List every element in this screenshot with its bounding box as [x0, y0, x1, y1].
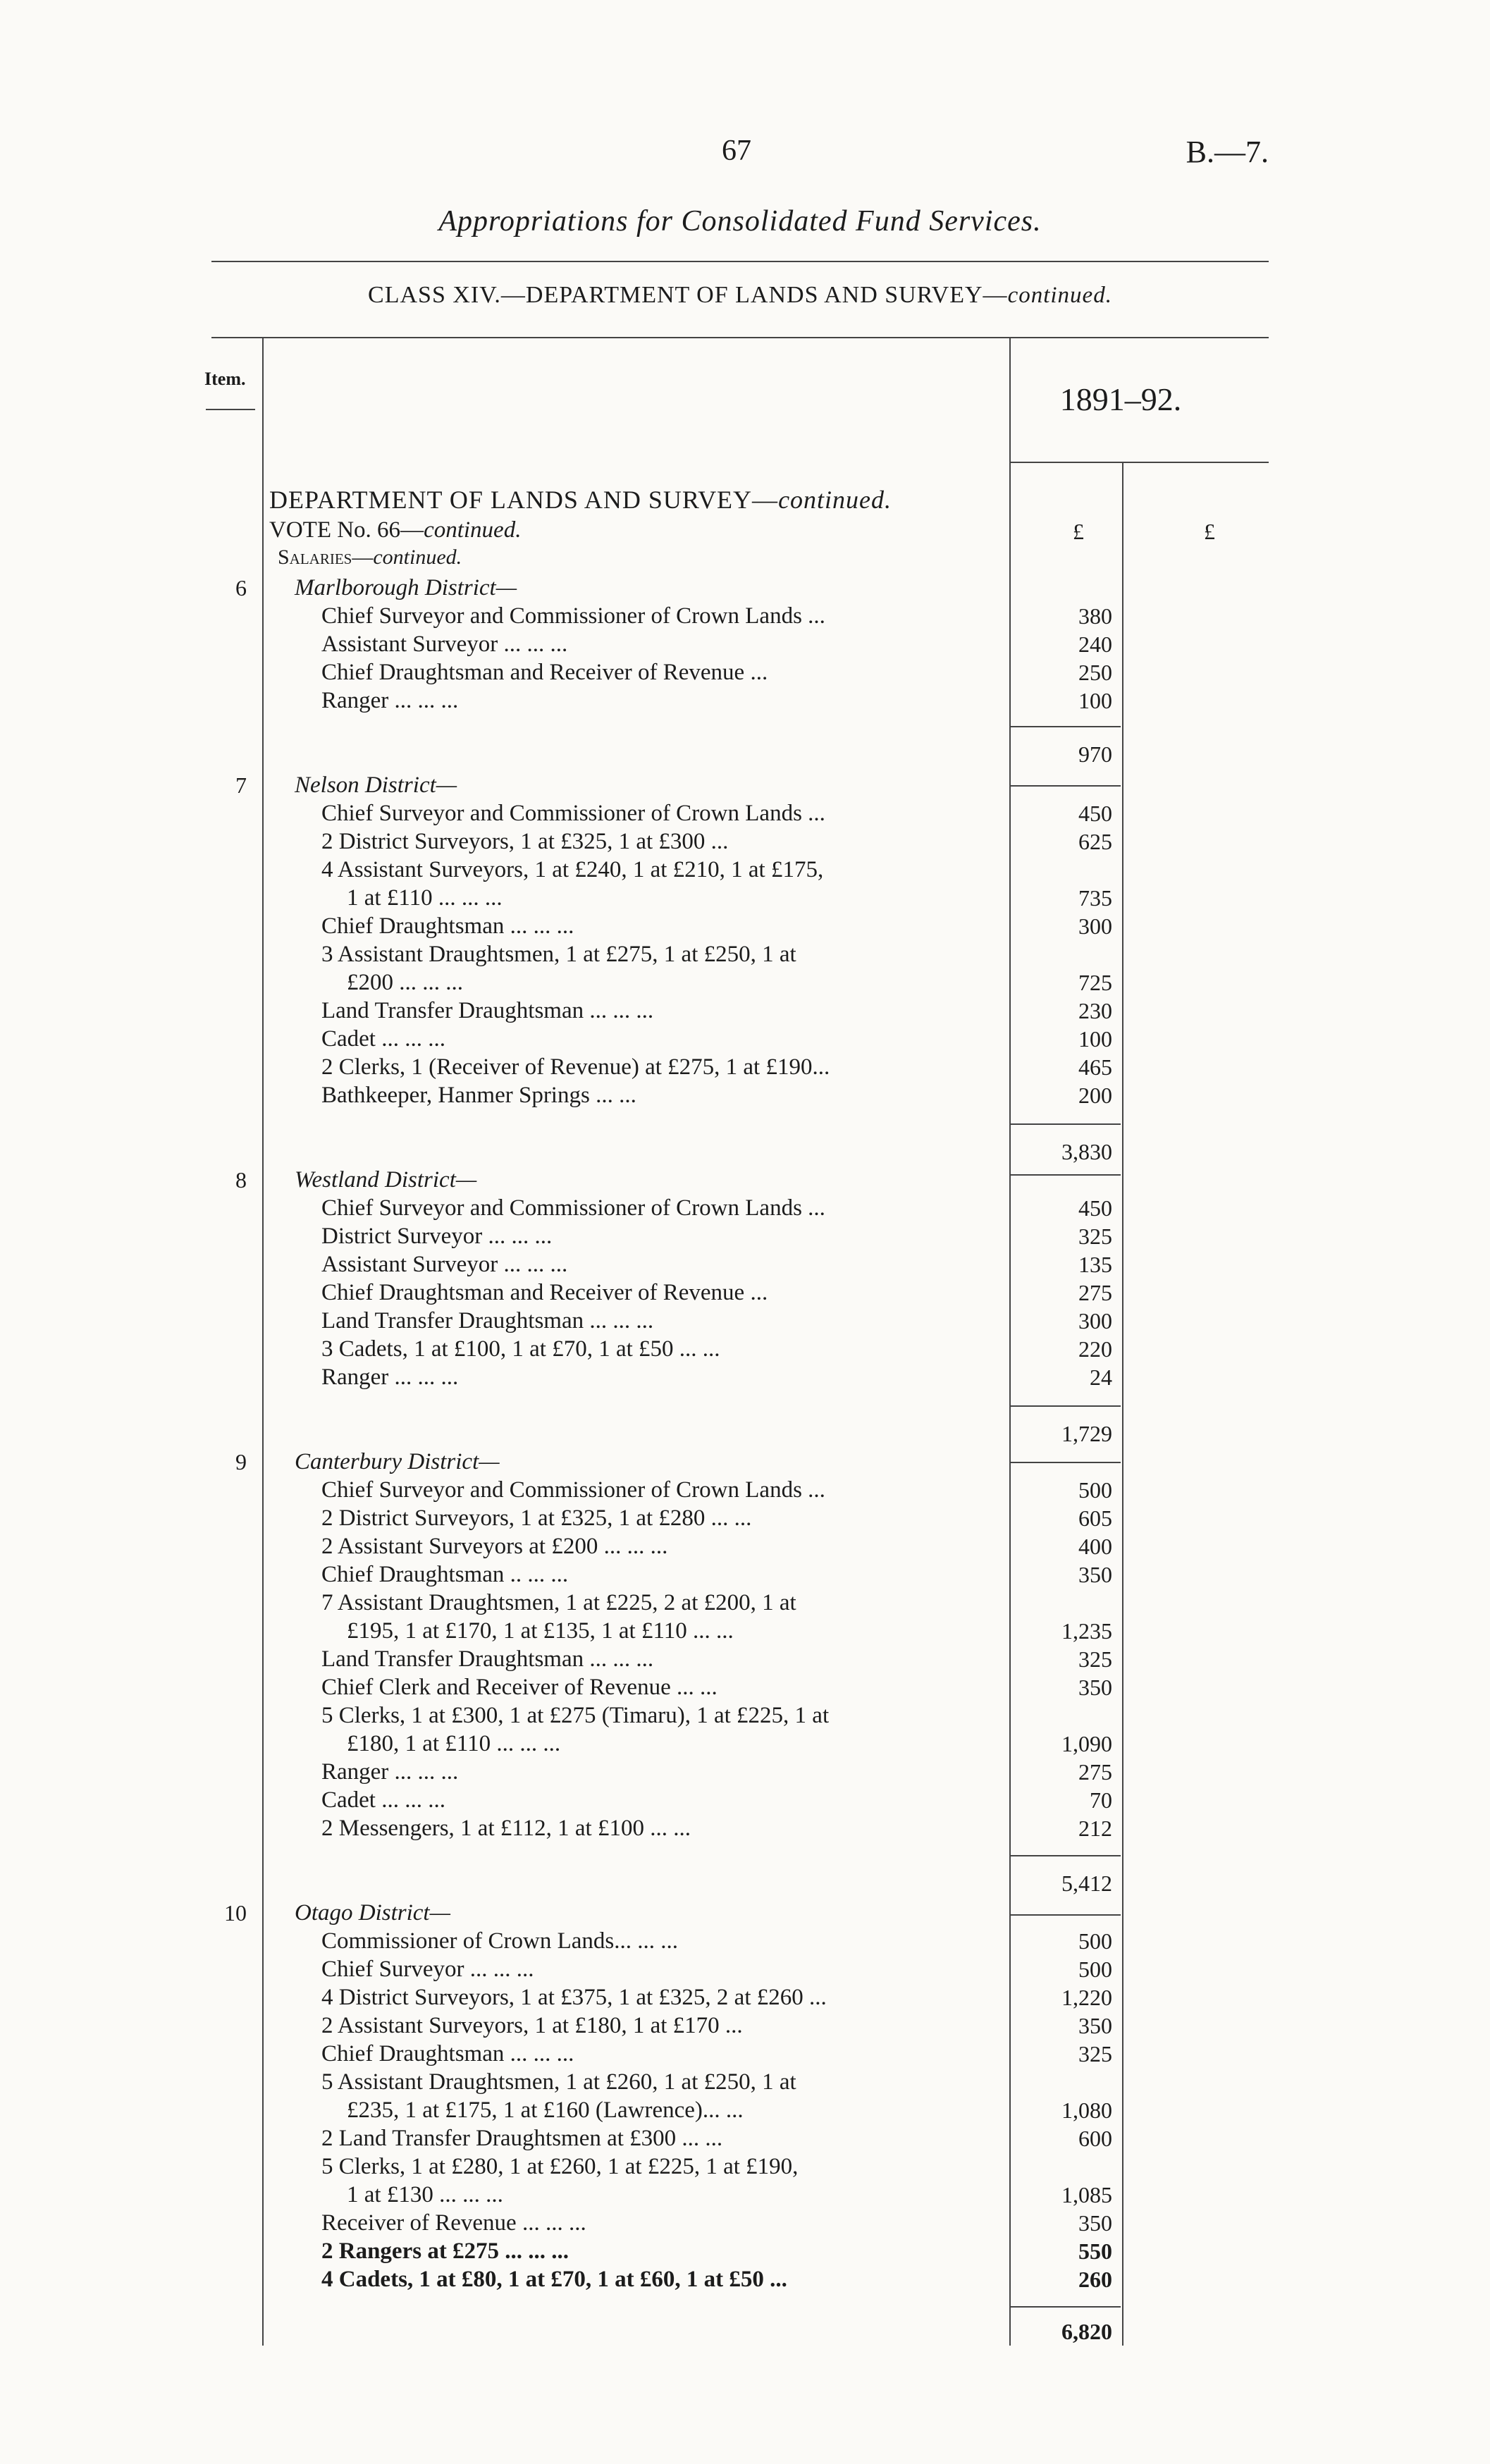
line-item-description: 3 Cadets, 1 at £100, 1 at £70, 1 at £50 ... ...	[321, 1336, 720, 1362]
item-number: 8	[235, 1167, 247, 1193]
subtotal-rule	[1011, 2306, 1121, 2308]
item-number: 9	[235, 1449, 247, 1474]
line-item-description: 7 Assistant Draughtsmen, 1 at £225, 2 at £200, 1 at	[321, 1590, 796, 1615]
line-item-amount: 100	[1078, 1026, 1112, 1052]
line-item-amount: 230	[1078, 998, 1112, 1023]
vote-text: VOTE No. 66—	[269, 517, 424, 543]
line-item-description: Chief Surveyor and Commissioner of Crown Lands ...	[321, 801, 825, 826]
line-item-description: Chief Clerk and Receiver of Revenue ... ...	[321, 1675, 718, 1700]
line-item-description: Assistant Surveyor ... ... ...	[321, 632, 568, 657]
line-item-description: Land Transfer Draughtsman ... ... ...	[321, 1646, 654, 1672]
line-item-description: District Surveyor ... ... ...	[321, 1224, 553, 1249]
line-item-description: Chief Surveyor and Commissioner of Crown Lands ...	[321, 603, 825, 629]
class-line-divider	[211, 337, 1269, 338]
line-item-description: Cadet ... ... ...	[321, 1026, 445, 1052]
line-item-amount: 24	[1090, 1365, 1112, 1390]
salaries-line	[278, 546, 462, 569]
line-item-description: 2 District Surveyors, 1 at £325, 1 at £300 ...	[321, 829, 729, 854]
line-item-description: Ranger ... ... ...	[321, 1365, 459, 1390]
line-item-amount: 260	[1078, 2267, 1112, 2292]
line-item-amount: 350	[1078, 1675, 1112, 1700]
section-total: 3,830	[1061, 1139, 1112, 1164]
line-item-description: 2 Assistant Surveyors, 1 at £180, 1 at £170 ...	[321, 2013, 743, 2038]
line-item-amount: 465	[1078, 1054, 1112, 1080]
page-heading: Appropriations for Consolidated Fund Services.	[438, 205, 1042, 238]
class-line	[211, 282, 1269, 309]
line-item-description: Commissioner of Crown Lands... ... ...	[321, 1928, 678, 1954]
line-item-description: Land Transfer Draughtsman ... ... ...	[321, 1308, 654, 1333]
line-item-continuation: 1 at £130 ... ... ...	[347, 2182, 503, 2207]
district-heading: Otago District—	[295, 1900, 450, 1926]
line-item-description: 5 Assistant Draughtsmen, 1 at £260, 1 at £250, 1 at	[321, 2069, 796, 2095]
line-item-amount: 735	[1078, 885, 1112, 911]
line-item-amount: 625	[1078, 829, 1112, 854]
department-title-text: DEPARTMENT OF LANDS AND SURVEY—	[269, 486, 779, 514]
line-item-continuation: £200 ... ... ...	[347, 970, 463, 995]
total-rule	[1011, 1174, 1121, 1176]
line-item-amount: 400	[1078, 1534, 1112, 1559]
item-number: 7	[235, 772, 247, 798]
line-item-amount: 1,220	[1061, 1985, 1112, 2010]
line-item-description: 4 Assistant Surveyors, 1 at £240, 1 at £210, 1 at £175,	[321, 857, 824, 882]
department-title-continued: continued.	[778, 486, 892, 514]
line-item-amount: 350	[1078, 1562, 1112, 1587]
section-total: 1,729	[1061, 1421, 1112, 1446]
item-number: 10	[224, 1900, 247, 1926]
line-item-description: Cadet ... ... ...	[321, 1787, 445, 1813]
district-heading: Westland District—	[295, 1167, 477, 1193]
line-item-description: Chief Draughtsman and Receiver of Revenue ...	[321, 1280, 768, 1305]
line-item-description: Ranger ... ... ...	[321, 1759, 459, 1785]
line-item-description: Chief Surveyor and Commissioner of Crown Lands ...	[321, 1477, 825, 1503]
section-total: 970	[1078, 741, 1112, 767]
total-rule	[1011, 1462, 1121, 1463]
line-item-amount: 300	[1078, 913, 1112, 939]
line-item-amount: 1,085	[1061, 2182, 1112, 2207]
line-item-description: Chief Surveyor ... ... ...	[321, 1957, 534, 1982]
line-item-amount: 1,080	[1061, 2098, 1112, 2123]
total-rule	[1011, 1914, 1121, 1916]
line-item-amount: 600	[1078, 2126, 1112, 2151]
subtotal-rule	[1011, 1123, 1121, 1125]
line-item-description: Receiver of Revenue ... ... ...	[321, 2210, 586, 2236]
line-item-description: Bathkeeper, Hanmer Springs ... ...	[321, 1083, 636, 1108]
line-item-description: 5 Clerks, 1 at £280, 1 at £260, 1 at £225, 1 at £190,	[321, 2154, 799, 2179]
line-item-amount: 325	[1078, 2041, 1112, 2066]
line-item-amount: 220	[1078, 1336, 1112, 1362]
line-item-continuation: 1 at £110 ... ... ...	[347, 885, 503, 911]
line-item-description: Chief Draughtsman and Receiver of Revenue ...	[321, 660, 768, 685]
line-item-description: Assistant Surveyor ... ... ...	[321, 1252, 568, 1277]
line-item-amount: 325	[1078, 1224, 1112, 1249]
section-total: 5,412	[1061, 1871, 1112, 1896]
line-item-amount: 550	[1078, 2238, 1112, 2264]
subtotal-rule	[1011, 1855, 1121, 1856]
line-item-amount: 605	[1078, 1505, 1112, 1531]
class-line-continued: continued.	[1007, 283, 1112, 308]
line-item-description: 4 District Surveyors, 1 at £375, 1 at £325, 2 at £260 ...	[321, 1985, 827, 2010]
line-item-continuation: £235, 1 at £175, 1 at £160 (Lawrence)... ...	[347, 2098, 744, 2123]
line-item-amount: 1,090	[1061, 1731, 1112, 1756]
line-item-amount: 380	[1078, 603, 1112, 629]
total-column-rule	[1122, 462, 1123, 2346]
line-item-amount: 450	[1078, 801, 1112, 826]
line-item-amount: 275	[1078, 1280, 1112, 1305]
salaries-text: Salaries—	[278, 546, 374, 569]
line-item-amount: 200	[1078, 1083, 1112, 1108]
line-item-amount: 1,235	[1061, 1618, 1112, 1644]
line-item-description: Land Transfer Draughtsman ... ... ...	[321, 998, 654, 1023]
line-item-description: 4 Cadets, 1 at £80, 1 at £70, 1 at £60, 1 at £50 ...	[321, 2267, 787, 2292]
page-number: 67	[722, 135, 751, 167]
line-item-amount: 350	[1078, 2013, 1112, 2038]
line-item-amount: 350	[1078, 2210, 1112, 2236]
line-item-amount: 240	[1078, 632, 1112, 657]
line-item-continuation: £180, 1 at £110 ... ... ...	[347, 1731, 561, 1756]
line-item-description: Chief Draughtsman .. ... ...	[321, 1562, 569, 1587]
line-item-amount: 500	[1078, 1957, 1112, 1982]
year-column-header: 1891–92.	[1059, 381, 1182, 417]
department-title	[269, 485, 892, 515]
line-item-description: 3 Assistant Draughtsmen, 1 at £275, 1 at £250, 1 at	[321, 942, 796, 967]
year-header-underline	[1009, 462, 1269, 463]
line-item-description: 2 District Surveyors, 1 at £325, 1 at £280 ... ...	[321, 1505, 752, 1531]
district-heading: Nelson District—	[295, 772, 457, 798]
line-item-amount: 300	[1078, 1308, 1112, 1333]
line-item-amount: 250	[1078, 660, 1112, 685]
salaries-continued: continued.	[373, 546, 462, 569]
line-item-amount: 450	[1078, 1195, 1112, 1221]
line-item-amount: 500	[1078, 1477, 1112, 1503]
vote-line	[269, 517, 521, 543]
item-column-rule	[262, 338, 264, 2346]
line-item-description: Chief Draughtsman ... ... ...	[321, 913, 574, 939]
line-item-description: Ranger ... ... ...	[321, 688, 459, 713]
line-item-amount: 135	[1078, 1252, 1112, 1277]
line-item-description: 5 Clerks, 1 at £300, 1 at £275 (Timaru), 1 at £225, 1 at	[321, 1703, 830, 1728]
vote-continued: continued.	[424, 517, 522, 543]
line-item-amount: 325	[1078, 1646, 1112, 1672]
line-item-description: 2 Land Transfer Draughtsmen at £300 ... ...	[321, 2126, 723, 2151]
line-item-amount: 275	[1078, 1759, 1112, 1785]
document-reference: B.—7.	[1186, 135, 1269, 169]
total-rule	[1011, 785, 1121, 787]
line-item-continuation: £195, 1 at £170, 1 at £135, 1 at £110 ... ...	[347, 1618, 734, 1644]
item-header-underline	[206, 409, 255, 410]
line-item-description: 2 Messengers, 1 at £112, 1 at £100 ... ...	[321, 1816, 691, 1841]
district-heading: Marlborough District—	[295, 575, 517, 600]
section-total: 6,820	[1061, 2319, 1112, 2344]
currency-symbol-amount-column: £	[1073, 519, 1084, 544]
subtotal-rule	[1011, 726, 1121, 727]
item-number: 6	[235, 575, 247, 600]
line-item-description: Chief Draughtsman ... ... ...	[321, 2041, 574, 2066]
line-item-amount: 725	[1078, 970, 1112, 995]
line-item-amount: 500	[1078, 1928, 1112, 1954]
item-column-header: Item.	[204, 369, 246, 389]
line-item-amount: 212	[1078, 1816, 1112, 1841]
district-heading: Canterbury District—	[295, 1449, 500, 1474]
line-item-amount: 70	[1090, 1787, 1112, 1813]
heading-divider	[211, 261, 1269, 262]
line-item-description: Chief Surveyor and Commissioner of Crown Lands ...	[321, 1195, 825, 1221]
subtotal-rule	[1011, 1405, 1121, 1407]
line-item-description: 2 Clerks, 1 (Receiver of Revenue) at £275, 1 at £190...	[321, 1054, 830, 1080]
class-line-text: CLASS XIV.—DEPARTMENT OF LANDS AND SURVEY—	[368, 282, 1008, 308]
line-item-description: 2 Assistant Surveyors at £200 ... ... ...	[321, 1534, 668, 1559]
currency-symbol-total-column: £	[1204, 519, 1215, 544]
line-item-description: 2 Rangers at £275 ... ... ...	[321, 2238, 569, 2264]
line-item-amount: 100	[1078, 688, 1112, 713]
